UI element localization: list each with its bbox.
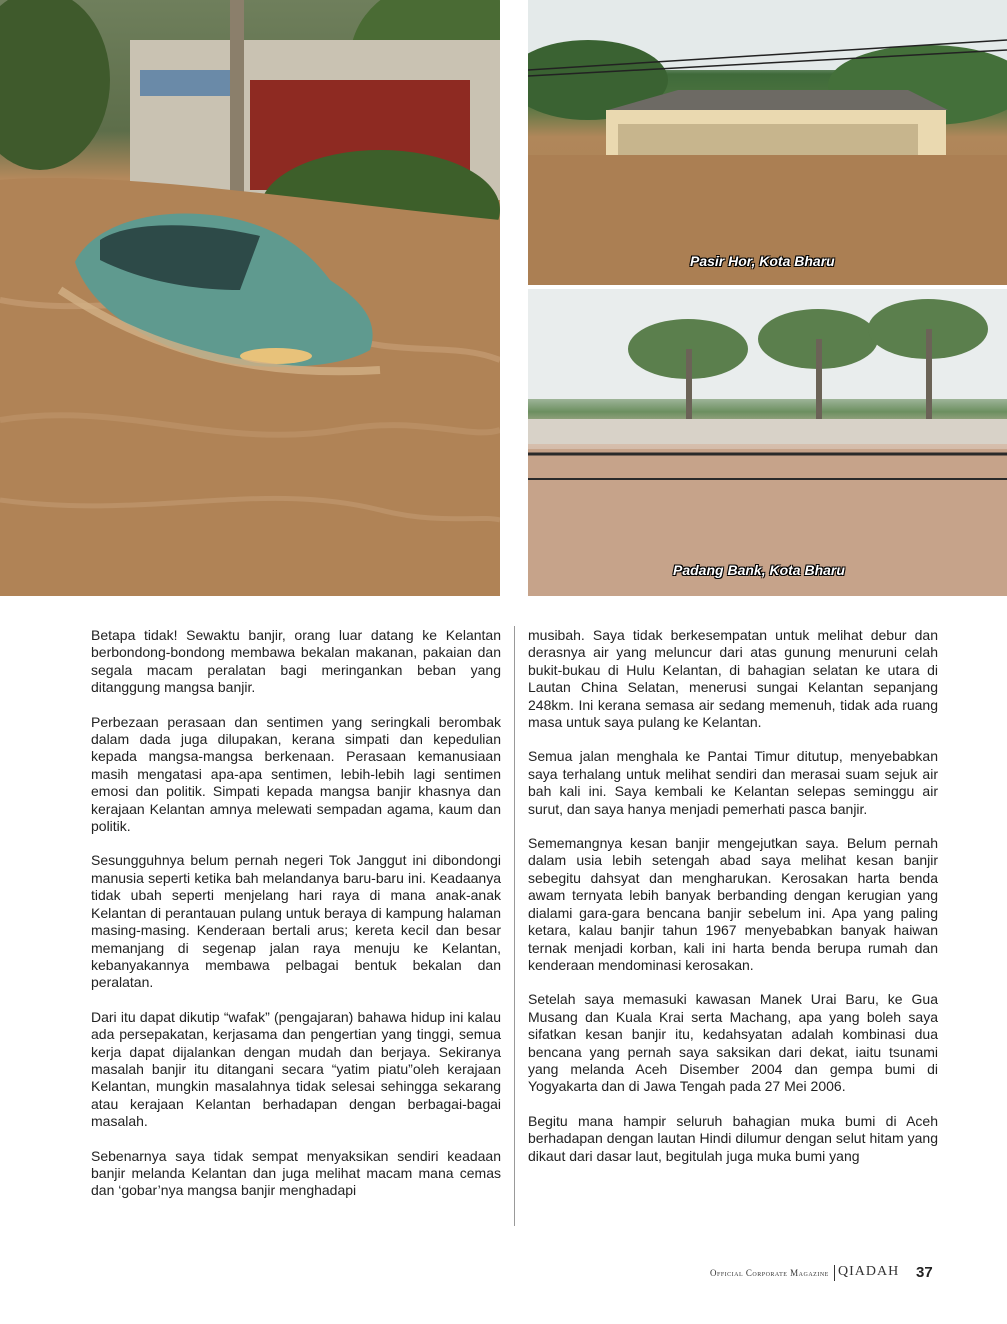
padang-bank-illustration [528,289,1007,596]
footer-brand: QIADAH [838,1264,900,1279]
page-number: 37 [916,1264,933,1281]
footer-separator [834,1265,835,1281]
padang-bank-photo [528,289,1007,596]
paragraph: Perbezaan perasaan dan sentimen yang seringkali berombak dalam dada juga dilupakan, kerana simpati dan kepedulian kepada mangsa-mangsa berkenaan. Perasaan kemanusiaan masih mengatasi apa-apa sentimen, lebih-lebih lagi sentimen emosi dan politik. Simpati kepada mangsa banjir khasnya dan kerajaan Kelantan amnya melewati sempadan agama, kaum dan politik. [91,713,501,835]
paragraph: Begitu mana hampir seluruh bahagian muka bumi di Aceh berhadapan dengan lautan Hindi dilumur dengan selut hitam yang dikaut dari dasar laut, begitulah juga muka bumi yang [528,1112,938,1164]
flood-car-illustration [0,0,500,596]
paragraph: Betapa tidak! Sewaktu banjir, orang luar datang ke Kelantan berbondong-bondong membawa bekalan makanan, pakaian dan segala macam peralatan bagi meringankan beban yang ditanggung mangsa banjir. [91,627,501,696]
paragraph: musibah. Saya tidak berkesempatan untuk melihat debur dan derasnya air yang meluncur dari atas gunung menuruni celah bukit-bukau di Hulu Kelantan, di bahagian selatan ke utara di Lautan China Selatan, menerusi sungai Kelantan sepanjang 248km. Ini kerana semasa air sedang memenuh, tidak ada ruang masa untuk saya pulang ke Kelantan. [528,627,938,731]
footer-label: Official Corporate Magazine [710,1268,829,1278]
paragraph: Sebenarnya saya tidak sempat menyaksikan sendiri keadaan banjir melanda Kelantan dan juga melihat macam mana cemas dan ‘gobar’nya mangsa banjir menghadapi [91,1147,501,1199]
right-column [528,627,938,1182]
paragraph: Dari itu dapat dikutip “wafak” (pengajaran) bahawa hidup ini kalau ada persepakatan, kerjasama dan pengertian yang tinggi, semua kerja dapat dijalankan dengan mudah dan berjaya. Sekiranya masalah banjir itu ditangani secara “yatim piatu”oleh kerajaan Kelantan, mungkin masalahnya tidak selesai sehingga sekarang atau kerajaan Kelantan berhadapan dengan berbagai-bagai masalah. [91,1008,501,1130]
paragraph: Semua jalan menghala ke Pantai Timur ditutup, menyebabkan saya terhalang untuk melihat sendiri dan merasai suam sejuk air bah kali ini. Saya kembali ke Kelantan selepas seminggu air surut, dan saya hanya menjadi pemerhati pasca banjir. [528,748,938,817]
paragraph: Sememangnya kesan banjir mengejutkan saya. Belum pernah dalam usia lebih setengah abad saya melihat kesan banjir sebegitu dahsyat dan mengharukan. Kerosakan harta benda awam ternyata lebih banyak berbanding dengan kerugian yang dialami gara-gara bencana banjir sebelum ini. Apa yang paling ketara, kalau banjir tahun 1967 menyebabkan banyak haiwan ternak menjadi korban, kali ini harta benda berupa rumah dan kenderaan mendominasi kerosakan. [528,835,938,973]
padang-bank-caption: Padang Bank, Kota Bharu [673,562,845,578]
pasir-hor-illustration [528,0,1007,285]
pasir-hor-caption: Pasir Hor, Kota Bharu [690,253,835,269]
column-divider [514,626,515,1226]
paragraph: Setelah saya memasuki kawasan Manek Urai Baru, ke Gua Musang dan Kuala Krai serta Machang, apa yang boleh saya sifatkan kesan banjir itu, kedahsyatan adalah kombinasi dua bencana yang pernah saya saksikan dari dekat, iaitu tsunami yang melanda Aceh Disember 2004 dan gempa bumi di Yogyakarta dan di Jawa Tengah pada 27 Mei 2006. [528,991,938,1095]
flood-car-photo [0,0,500,596]
pasir-hor-photo [528,0,1007,285]
paragraph: Sesungguhnya belum pernah negeri Tok Janggut ini dibondongi manusia seperti ketika bah melandanya baru-baru ini. Keadaanya tidak ubah seperti menjelang hari raya di mana anak-anak Kelantan di perantauan pulang untuk beraya di kampung halaman masing-masing. Kenderaan bertali arus; kereta kecil dan besar memanjang di segenap jalan raya menuju ke Kelantan, kebanyakannya membawa pelbagai bentuk bekalan dan peralatan. [91,852,501,991]
left-column [91,627,501,1217]
